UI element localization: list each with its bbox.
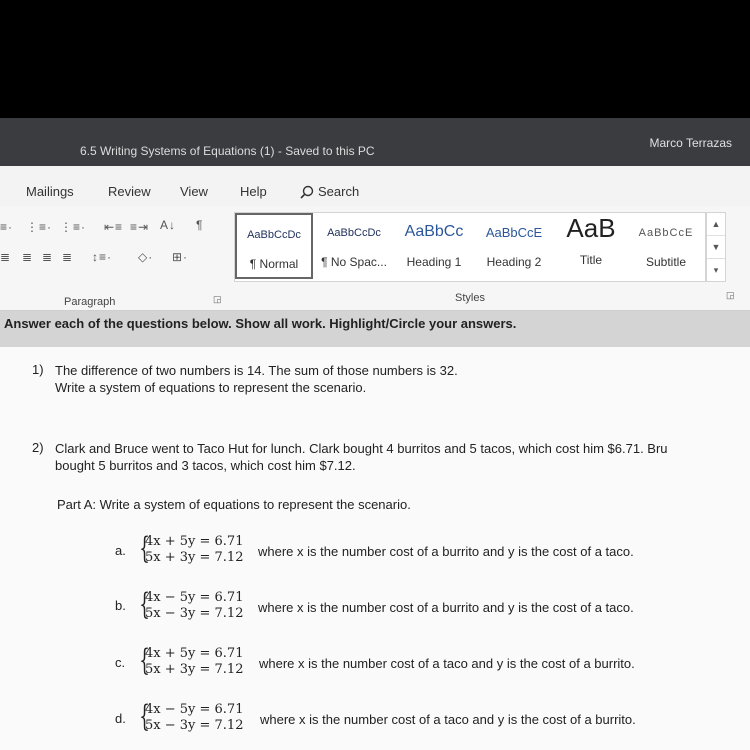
question-1-line-1: The difference of two numbers is 14. The sum of those numbers is 32.: [55, 363, 458, 378]
option-description: where x is the number cost of a taco and y is the cost of a burrito.: [259, 656, 635, 671]
style-name: Heading 1: [406, 255, 462, 269]
style-name: Title: [579, 253, 603, 267]
equation: 5x + 3y = 7.12: [145, 550, 244, 565]
equation: 5x − 3y = 7.12: [145, 606, 244, 621]
instruction-banner: [0, 311, 750, 348]
question-2-line-2: bought 5 burritos and 3 tacos, which cost him $7.12.: [55, 458, 356, 473]
question-2-line-1: Clark and Bruce went to Taco Hut for lunch. Clark bought 4 burritos and 5 tacos, which cost him $6.71. Bru: [55, 441, 668, 456]
question-number: 2): [32, 440, 44, 455]
option-letter: d.: [115, 711, 126, 726]
styles-gallery: [234, 212, 706, 282]
question-1-line-2: Write a system of equations to represent the scenario.: [55, 380, 367, 395]
pilcrow-icon[interactable]: ¶: [196, 218, 204, 232]
style-name: ¶ Normal: [249, 257, 299, 271]
question-number: 1): [32, 362, 44, 377]
justify-icon[interactable]: ≣: [62, 250, 74, 264]
equation-system: [139, 699, 244, 734]
equation-system: [139, 643, 244, 678]
option-letter: b.: [115, 598, 126, 613]
equation: 4x − 5y = 6.71: [145, 590, 244, 605]
search-label: Search: [318, 184, 360, 199]
style-sample: AaBbCcE: [638, 227, 694, 239]
brace-icon: {: [139, 531, 150, 566]
chevron-up-icon[interactable]: ▲: [707, 213, 725, 236]
align-left-icon[interactable]: ≣: [0, 250, 12, 264]
equation-system: [139, 587, 244, 622]
bullets-list-icon[interactable]: ≡·: [0, 220, 13, 234]
tab-view[interactable]: View: [180, 184, 208, 199]
brace-icon: {: [139, 587, 150, 622]
align-center-icon[interactable]: ≣: [22, 250, 34, 264]
equation: 4x − 5y = 6.71: [145, 702, 244, 717]
tab-mailings[interactable]: Mailings: [26, 184, 74, 199]
style-subtitle[interactable]: [629, 213, 703, 279]
shading-icon[interactable]: ◇·: [138, 250, 154, 264]
equation-system: [139, 531, 244, 566]
equation: 4x + 5y = 6.71: [145, 646, 244, 661]
brace-icon: {: [139, 643, 150, 678]
paragraph-dialog-launcher-icon[interactable]: ◲: [213, 294, 222, 304]
line-spacing-icon[interactable]: ↕≡·: [92, 250, 112, 264]
equation: 5x − 3y = 7.12: [145, 718, 244, 733]
style-heading-1[interactable]: [395, 213, 473, 279]
more-styles-icon[interactable]: ▾: [713, 265, 719, 275]
style-heading-2[interactable]: [475, 213, 553, 279]
title-bar: [0, 118, 750, 166]
style-normal[interactable]: [235, 213, 313, 279]
option-letter: c.: [115, 655, 126, 670]
increase-indent-icon[interactable]: ≡⇥: [130, 220, 150, 234]
search-icon: [300, 185, 314, 199]
account-name[interactable]: Marco Terrazas: [649, 136, 732, 150]
borders-icon[interactable]: ⊞·: [172, 250, 189, 264]
brace-icon: {: [139, 699, 150, 734]
style-sample: AaB: [566, 213, 616, 243]
ribbon-home: [0, 206, 750, 311]
style-sample: AaBbCcDc: [327, 227, 381, 239]
style-sample: AaBbCcE: [485, 225, 543, 240]
group-label-styles: Styles: [455, 292, 485, 304]
style-sample: AaBbCc: [404, 223, 464, 240]
tab-review[interactable]: Review: [108, 184, 151, 199]
decrease-indent-icon[interactable]: ⇤≡: [104, 220, 124, 234]
document-page[interactable]: [0, 347, 750, 750]
style-sample: AaBbCcDc: [247, 229, 301, 241]
styles-dialog-launcher-icon[interactable]: ◲: [726, 290, 735, 300]
multilevel-list-icon[interactable]: ⋮≡·: [60, 220, 86, 234]
word-window: [0, 118, 750, 750]
instruction-text: Answer each of the questions below. Show all work. Highlight/Circle your answers.: [4, 316, 517, 331]
style-name: ¶ No Spac...: [321, 255, 387, 269]
option-letter: a.: [115, 543, 126, 558]
align-right-icon[interactable]: ≣: [42, 250, 54, 264]
tab-help[interactable]: Help: [240, 184, 267, 199]
style-name: Subtitle: [645, 255, 687, 269]
style-name: Heading 2: [486, 255, 542, 269]
document-title: 6.5 Writing Systems of Equations (1) - Saved to this PC: [80, 144, 375, 158]
group-label-paragraph: Paragraph: [64, 296, 116, 308]
style-no-spacing[interactable]: [315, 213, 393, 279]
search-box[interactable]: [300, 184, 359, 199]
styles-gallery-scroll: [706, 212, 726, 282]
style-title[interactable]: [555, 213, 627, 279]
chevron-down-icon[interactable]: ▼: [707, 236, 725, 259]
equation: 4x + 5y = 6.71: [145, 534, 244, 549]
option-description: where x is the number cost of a taco and y is the cost of a burrito.: [260, 712, 636, 727]
part-a-prompt: Part A: Write a system of equations to represent the scenario.: [57, 497, 411, 512]
option-description: where x is the number cost of a burrito and y is the cost of a taco.: [258, 544, 634, 559]
ribbon-tabs: [0, 166, 750, 206]
option-description: where x is the number cost of a burrito and y is the cost of a taco.: [258, 600, 634, 615]
numbering-list-icon[interactable]: ⋮≡·: [26, 220, 52, 234]
equation: 5x + 3y = 7.12: [145, 662, 244, 677]
sort-icon[interactable]: A↓: [160, 218, 177, 232]
